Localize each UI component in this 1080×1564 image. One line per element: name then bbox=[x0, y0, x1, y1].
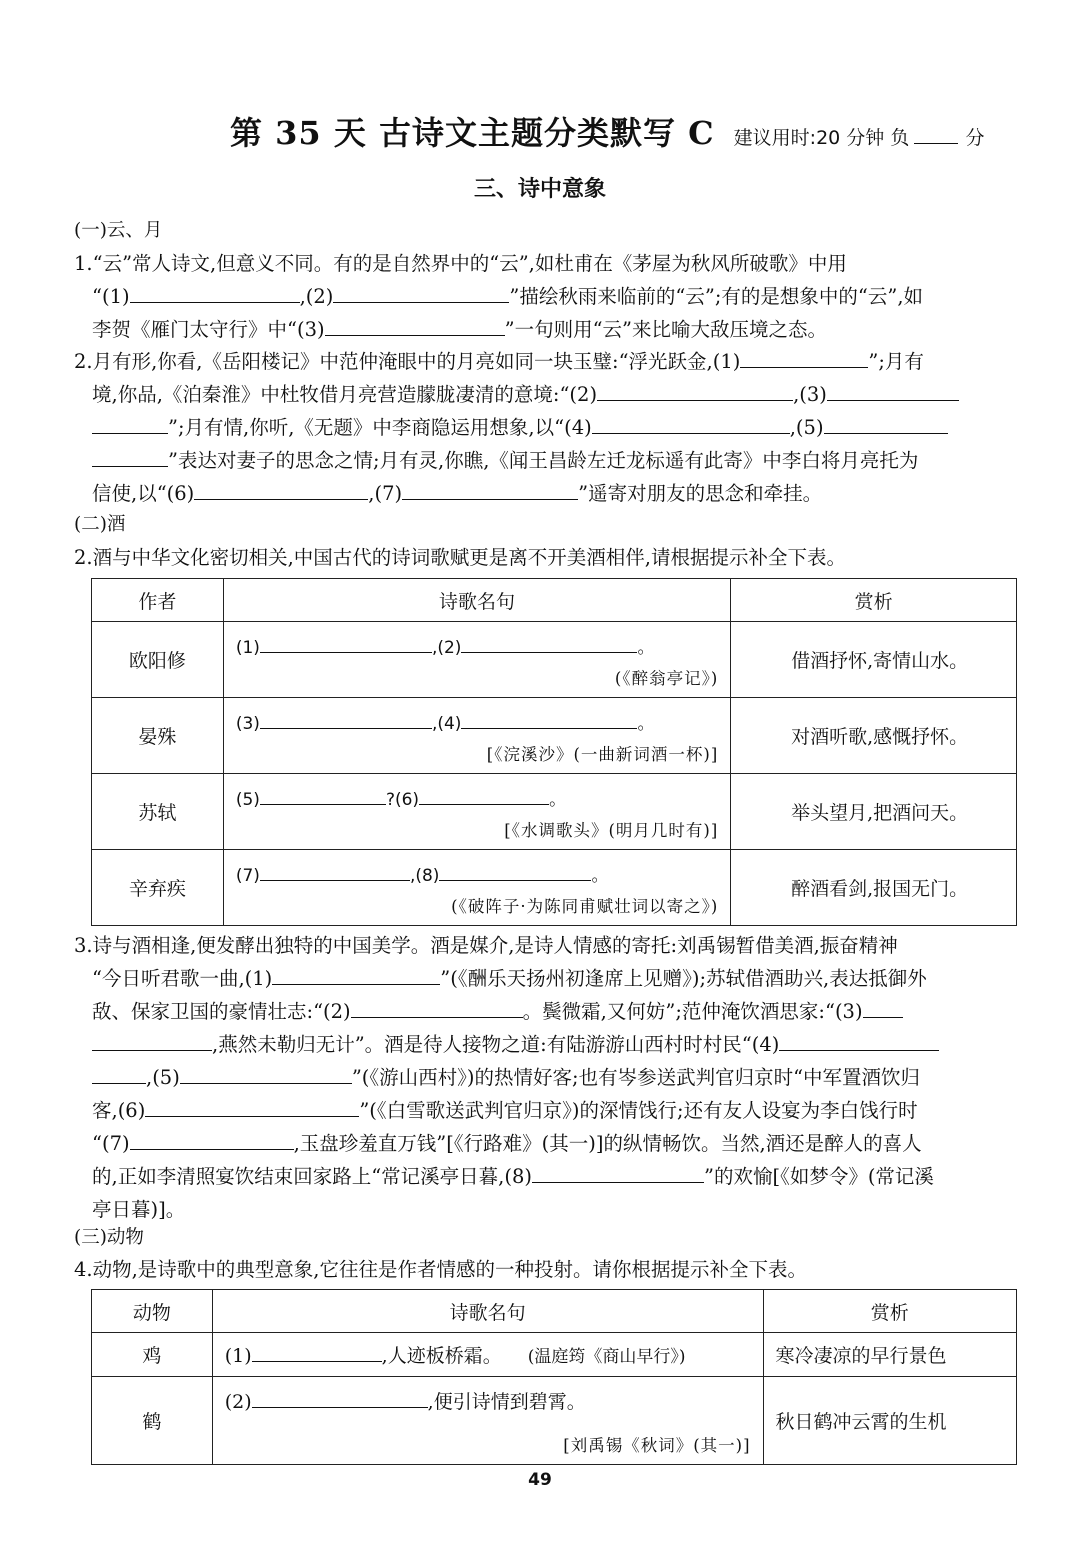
animal-poem-table bbox=[91, 1289, 1017, 1465]
q1-line2: “(1) ,(2) ”描绘秋雨来临前的“云”;有的是想象中的“云”,如 bbox=[74, 280, 1034, 313]
appreciation-cell: 借酒抒怀,寄情山水。 bbox=[731, 622, 1017, 698]
answer-blank[interactable] bbox=[252, 1387, 428, 1408]
section-subtitle: 三、诗中意象 bbox=[473, 177, 606, 202]
appreciation-cell: 醉酒看剑,报国无门。 bbox=[731, 850, 1017, 926]
table-row bbox=[92, 622, 1017, 698]
header-animal: 动物 bbox=[92, 1290, 213, 1333]
table-row bbox=[92, 1377, 1017, 1465]
wine-poem-table bbox=[91, 578, 1017, 926]
q3-line5: ,(5) ”(《游山西村》)的热情好客;也有岑参送武判官归京时“中军置酒饮归 bbox=[74, 1061, 1034, 1094]
q2a-line4: ”表达对妻子的思念之情;月有灵,你瞧,《闻王昌龄左迁龙标遥有此寄》中李白将月亮托为 bbox=[74, 444, 1034, 477]
appreciation-cell: 对酒听歌,感慨抒怀。 bbox=[731, 698, 1017, 774]
answer-blank[interactable] bbox=[419, 784, 549, 805]
verse-cell: (3) ,(4) 。 [《浣溪沙》(一曲新词酒一杯)] bbox=[223, 698, 730, 774]
page-header bbox=[230, 108, 1030, 158]
q3-line9: 亭日暮)]。 bbox=[92, 1198, 186, 1221]
answer-blank[interactable] bbox=[92, 1063, 146, 1084]
answer-blank[interactable] bbox=[130, 1129, 294, 1150]
section-heading-wine: (二)酒 bbox=[74, 514, 126, 535]
section-heading-animals: (三)动物 bbox=[74, 1227, 144, 1248]
author-cell: 晏殊 bbox=[92, 698, 224, 774]
appreciation-cell: 秋日鹤冲云霄的生机 bbox=[763, 1377, 1016, 1465]
answer-blank[interactable] bbox=[92, 1030, 212, 1051]
score-unit: 分 bbox=[965, 127, 985, 149]
q2a-line2: 境,你品,《泊秦淮》中杜牧借月亮营造朦胧凄清的意境:“(2) ,(3) bbox=[74, 378, 1034, 411]
verse-cell: (7) ,(8) 。 (《破阵子·为陈同甫赋壮词以寄之》) bbox=[223, 850, 730, 926]
time-hint: 建议用时:20 分钟 负 bbox=[733, 127, 910, 149]
verse-cell: (5) ?(6) 。 [《水调歌头》(明月几时有)] bbox=[223, 774, 730, 850]
answer-blank[interactable] bbox=[592, 413, 790, 434]
answer-blank[interactable] bbox=[597, 380, 793, 401]
answer-blank[interactable] bbox=[863, 997, 903, 1018]
header-appreciation: 赏析 bbox=[763, 1290, 1016, 1333]
q3-line4: ,燕然未勒归无计”。酒是待人接物之道:有陆游游山西村时村民“(4) bbox=[74, 1028, 1034, 1061]
answer-blank[interactable] bbox=[260, 632, 432, 653]
answer-blank[interactable] bbox=[194, 479, 368, 500]
verse-source: (《破阵子·为陈同甫赋壮词以寄之》) bbox=[451, 897, 719, 916]
answer-blank[interactable] bbox=[827, 380, 959, 401]
verse-cell: (1) ,人迹板桥霜。 (温庭筠《商山早行》) bbox=[212, 1333, 763, 1377]
question-1 bbox=[74, 247, 1034, 346]
answer-blank[interactable] bbox=[402, 479, 578, 500]
answer-blank[interactable] bbox=[272, 964, 440, 985]
answer-blank[interactable] bbox=[180, 1063, 352, 1084]
page-title: 第 35 天 古诗文主题分类默写 C bbox=[230, 114, 715, 152]
header-author: 作者 bbox=[92, 579, 224, 622]
question-4-intro: 4.动物,是诗歌中的典型意象,它往往是作者情感的一种投射。请你根据提示补全下表。 bbox=[74, 1258, 808, 1281]
q3-line2: “今日听君歌一曲,(1) ”(《酬乐天扬州初逢席上见赠》);苏轼借酒助兴,表达抵御外 bbox=[74, 962, 1034, 995]
answer-blank[interactable] bbox=[439, 860, 591, 881]
table-row bbox=[92, 1333, 1017, 1377]
question-2-wine-intro: 2.酒与中华文化密切相关,中国古代的诗词歌赋更是离不开美酒相伴,请根据提示补全下表。 bbox=[74, 546, 847, 569]
score-blank[interactable] bbox=[914, 125, 958, 144]
answer-blank[interactable] bbox=[130, 282, 300, 303]
verse-source: (《醉翁亭记》) bbox=[614, 669, 719, 688]
q3-line3: 敌、保家卫国的豪情壮志:“(2) 。鬓微霜,又何妨”;范仲淹饮酒思家:“(3) bbox=[74, 995, 1034, 1028]
header-verse: 诗歌名句 bbox=[212, 1290, 763, 1333]
answer-blank[interactable] bbox=[325, 315, 505, 336]
answer-blank[interactable] bbox=[779, 1030, 939, 1051]
q1-line1: 1.“云”常人诗文,但意义不同。有的是自然界中的“云”,如杜甫在《茅屋为秋风所破歌》中用 bbox=[74, 252, 847, 275]
verse-source: (温庭筠《商山早行》) bbox=[527, 1347, 686, 1367]
q3-line8: 的,正如李清照宴饮结束回家路上“常记溪亭日暮,(8) ”的欢愉[《如梦令》(常记溪 bbox=[74, 1160, 1034, 1193]
verse-source: [刘禹锡《秋词》(其一)] bbox=[563, 1436, 751, 1455]
answer-blank[interactable] bbox=[740, 347, 868, 368]
verse-cell: (2) ,便引诗情到碧霄。 [刘禹锡《秋词》(其一)] bbox=[212, 1377, 763, 1465]
answer-blank[interactable] bbox=[145, 1096, 359, 1117]
answer-blank[interactable] bbox=[333, 282, 509, 303]
verse-source: [《水调歌头》(明月几时有)] bbox=[504, 821, 719, 840]
q3-line1: 3.诗与酒相逢,便发酵出独特的中国美学。酒是媒介,是诗人情感的寄托:刘禹锡暂借美酒,振奋精神 bbox=[74, 934, 898, 957]
answer-blank[interactable] bbox=[824, 413, 948, 434]
answer-blank[interactable] bbox=[351, 997, 523, 1018]
answer-blank[interactable] bbox=[92, 413, 168, 434]
table-header-row bbox=[92, 579, 1017, 622]
q1-line3: 李贺《雁门太守行》中“(3) ”一句则用“云”来比喻大敌压境之态。 bbox=[74, 313, 1034, 346]
answer-blank[interactable] bbox=[461, 632, 637, 653]
answer-blank[interactable] bbox=[532, 1162, 704, 1183]
question-3 bbox=[74, 929, 1034, 1226]
animal-cell: 鸡 bbox=[92, 1333, 213, 1377]
table-row bbox=[92, 774, 1017, 850]
answer-blank[interactable] bbox=[260, 784, 386, 805]
q2a-line1: 2.月有形,你看,《岳阳楼记》中范仲淹眼中的月亮如同一块玉璧:“浮光跃金,(1) ”;月有 bbox=[74, 345, 1034, 378]
page-number: 49 bbox=[528, 1470, 552, 1490]
answer-blank[interactable] bbox=[252, 1341, 382, 1362]
author-cell: 苏轼 bbox=[92, 774, 224, 850]
animal-cell: 鹤 bbox=[92, 1377, 213, 1465]
table-row bbox=[92, 698, 1017, 774]
answer-blank[interactable] bbox=[461, 708, 637, 729]
q3-line7: “(7) ,玉盘珍羞直万钱”[《行路难》(其一)]的纵情畅饮。当然,酒还是醉人的喜人 bbox=[74, 1127, 1034, 1160]
header-appreciation: 赏析 bbox=[731, 579, 1017, 622]
author-cell: 辛弃疾 bbox=[92, 850, 224, 926]
section-heading-clouds-moon: (一)云、月 bbox=[74, 220, 163, 241]
author-cell: 欧阳修 bbox=[92, 622, 224, 698]
appreciation-cell: 寒冷凄凉的早行景色 bbox=[763, 1333, 1016, 1377]
answer-blank[interactable] bbox=[260, 708, 432, 729]
appreciation-cell: 举头望月,把酒问天。 bbox=[731, 774, 1017, 850]
answer-blank[interactable] bbox=[260, 860, 410, 881]
table-row bbox=[92, 850, 1017, 926]
q2a-line5: 信使,以“(6) ,(7) ”遥寄对朋友的思念和牵挂。 bbox=[74, 477, 1034, 510]
question-2-moon bbox=[74, 345, 1034, 510]
header-verse: 诗歌名句 bbox=[223, 579, 730, 622]
verse-cell: (1) ,(2) 。 (《醉翁亭记》) bbox=[223, 622, 730, 698]
answer-blank[interactable] bbox=[92, 446, 168, 467]
q2a-line3: ”;月有情,你听,《无题》中李商隐运用想象,以“(4) ,(5) bbox=[74, 411, 1034, 444]
table-header-row bbox=[92, 1290, 1017, 1333]
q3-line6: 客,(6) ”(《白雪歌送武判官归京》)的深情饯行;还有友人设宴为李白饯行时 bbox=[74, 1094, 1034, 1127]
verse-source: [《浣溪沙》(一曲新词酒一杯)] bbox=[486, 745, 719, 764]
